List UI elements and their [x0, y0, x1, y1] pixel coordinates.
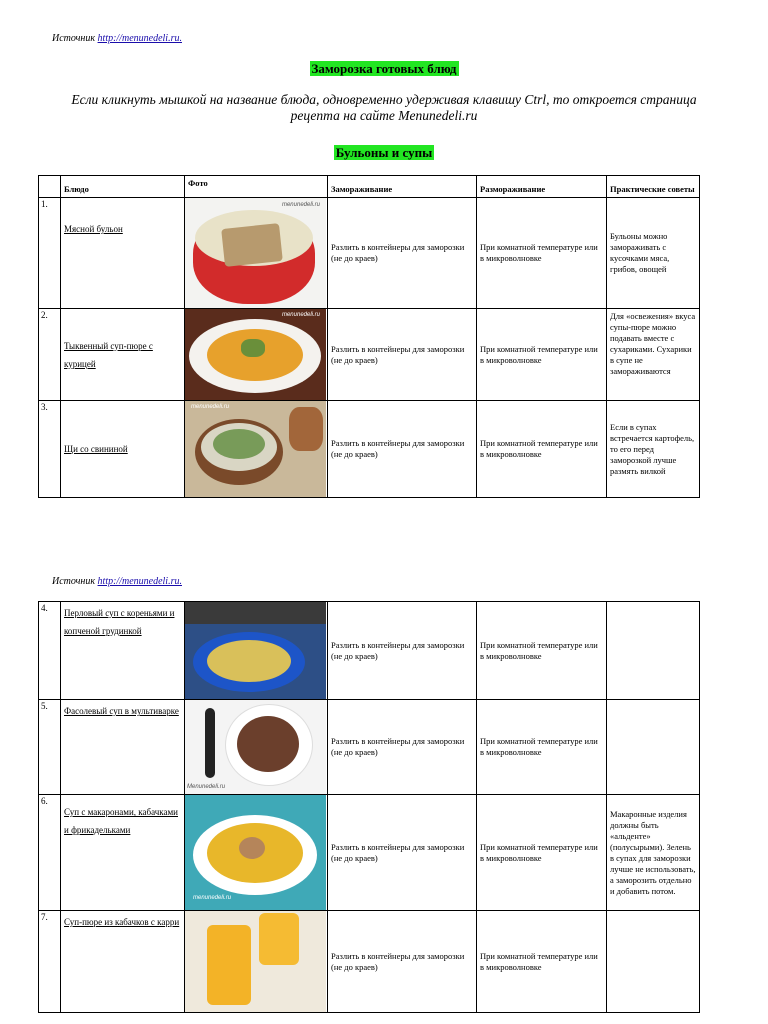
dish-cell [61, 401, 185, 498]
header-num [39, 176, 61, 198]
table-row [39, 309, 700, 401]
freeze-cell: Разлить в контейнеры для заморозки (не до краев) [328, 198, 477, 309]
dish-cell [61, 309, 185, 401]
source-label: Источник [52, 33, 96, 44]
thaw-cell: При комнатной температуре или в микроволновке [477, 795, 607, 911]
source-label: Источник [52, 576, 96, 587]
row-number: 3. [39, 401, 61, 498]
row-number: 5. [39, 700, 61, 795]
header-dish: Блюдо [61, 176, 185, 198]
source-line [52, 33, 182, 44]
table-row [39, 700, 700, 795]
row-number: 1. [39, 198, 61, 309]
freeze-cell: Разлить в контейнеры для заморозки (не до краев) [328, 911, 477, 1013]
dish-link[interactable]: Перловый суп с кореньями и копченой грудинкой [64, 608, 175, 636]
photo-cell [185, 700, 328, 795]
dish-cell [61, 198, 185, 309]
row-number: 6. [39, 795, 61, 911]
source-link[interactable]: http://menunedeli.ru. [97, 33, 182, 44]
photo-watermark: menunedeli.ru [193, 895, 232, 901]
tips-cell: Бульоны можно замораживать с кусочками мяса, грибов, овощей [607, 198, 700, 309]
source-link[interactable]: http://menunedeli.ru. [97, 576, 182, 587]
dish-cell [61, 911, 185, 1013]
photo-watermark: menunedeli.ru [191, 404, 230, 410]
dish-link[interactable]: Фасолевый суп в мультиварке [64, 706, 179, 716]
header-freeze: Замораживание [328, 176, 477, 198]
dish-cell [61, 602, 185, 700]
broth-photo [185, 198, 326, 308]
row-number: 2. [39, 309, 61, 401]
freeze-cell: Разлить в контейнеры для заморозки (не до краев) [328, 309, 477, 401]
tips-cell: Для «освежения» вкуса супы-пюре можно подавать вместе с сухариками. Сухарики в супе не замораживаются [607, 309, 700, 401]
table-header-row [39, 176, 700, 198]
photo-cell [185, 795, 328, 911]
dish-link[interactable]: Тыквенный суп-пюре с курицей [64, 340, 153, 369]
freeze-cell: Разлить в контейнеры для заморозки (не до краев) [328, 700, 477, 795]
header-photo: Фото [185, 176, 328, 198]
thaw-cell: При комнатной температуре или в микроволновке [477, 198, 607, 309]
tips-cell: Макаронные изделия должны быть «альденте» (полусырыми). Зелень в супах для заморозки лучше не использовать, а заморозить отдельно и добавить потом. [607, 795, 700, 911]
photo-cell [185, 401, 328, 498]
source-line [52, 576, 182, 587]
section-title: Бульоны и супы [335, 145, 433, 160]
pasta-soup-photo [185, 795, 326, 910]
thaw-cell: При комнатной температуре или в микроволновке [477, 602, 607, 700]
shchi-photo [185, 401, 326, 497]
freeze-cell: Разлить в контейнеры для заморозки (не до краев) [328, 795, 477, 911]
table-row [39, 401, 700, 498]
tips-cell [607, 700, 700, 795]
soups-table [38, 175, 700, 498]
header-tips: Практические советы [607, 176, 700, 198]
page-title: Заморозка готовых блюд [311, 61, 457, 76]
bean-soup-photo [185, 700, 326, 794]
freeze-cell: Разлить в контейнеры для заморозки (не до краев) [328, 401, 477, 498]
dish-link[interactable]: Мясной бульон [64, 224, 123, 234]
dish-cell [61, 795, 185, 911]
section-title-wrap [0, 144, 768, 162]
table-row [39, 795, 700, 911]
freeze-cell: Разлить в контейнеры для заморозки (не до краев) [328, 602, 477, 700]
thaw-cell: При комнатной температуре или в микроволновке [477, 911, 607, 1013]
dish-link[interactable]: Щи со свининой [64, 444, 128, 454]
tips-cell [607, 911, 700, 1013]
intro-text: Если кликнуть мышкой на название блюда, одновременно удерживая клавишу Ctrl, то откроется страница рецепта на сайте Menunedeli.ru [71, 92, 697, 123]
table-row [39, 911, 700, 1013]
row-number: 7. [39, 911, 61, 1013]
photo-watermark: menunedeli.ru [281, 312, 320, 318]
photo-cell [185, 602, 328, 700]
thaw-cell: При комнатной температуре или в микроволновке [477, 700, 607, 795]
thaw-cell: При комнатной температуре или в микроволновке [477, 309, 607, 401]
dish-link[interactable]: Суп-пюре из кабачков с карри [64, 917, 180, 927]
zucchini-soup-photo [185, 911, 326, 1012]
tips-cell [607, 602, 700, 700]
barley-soup-photo [185, 602, 326, 699]
thaw-cell: При комнатной температуре или в микроволновке [477, 401, 607, 498]
photo-watermark: Menunedeli.ru [187, 784, 226, 790]
page-title-wrap [0, 60, 768, 78]
table-row [39, 602, 700, 700]
photo-watermark: menunedeli.ru [281, 202, 320, 208]
table-row [39, 198, 700, 309]
photo-cell [185, 911, 328, 1013]
photo-cell [185, 309, 328, 401]
row-number: 4. [39, 602, 61, 700]
soups-table-continued [38, 601, 700, 1013]
photo-cell [185, 198, 328, 309]
tips-cell: Если в супах встречается картофель, то его перед заморозкой лучше размять вилкой [607, 401, 700, 498]
pumpkin-soup-photo [185, 309, 326, 400]
header-thaw: Размораживание [477, 176, 607, 198]
dish-link[interactable]: Суп с макаронами, кабачками и фрикадельками [64, 807, 178, 835]
dish-cell [61, 700, 185, 795]
